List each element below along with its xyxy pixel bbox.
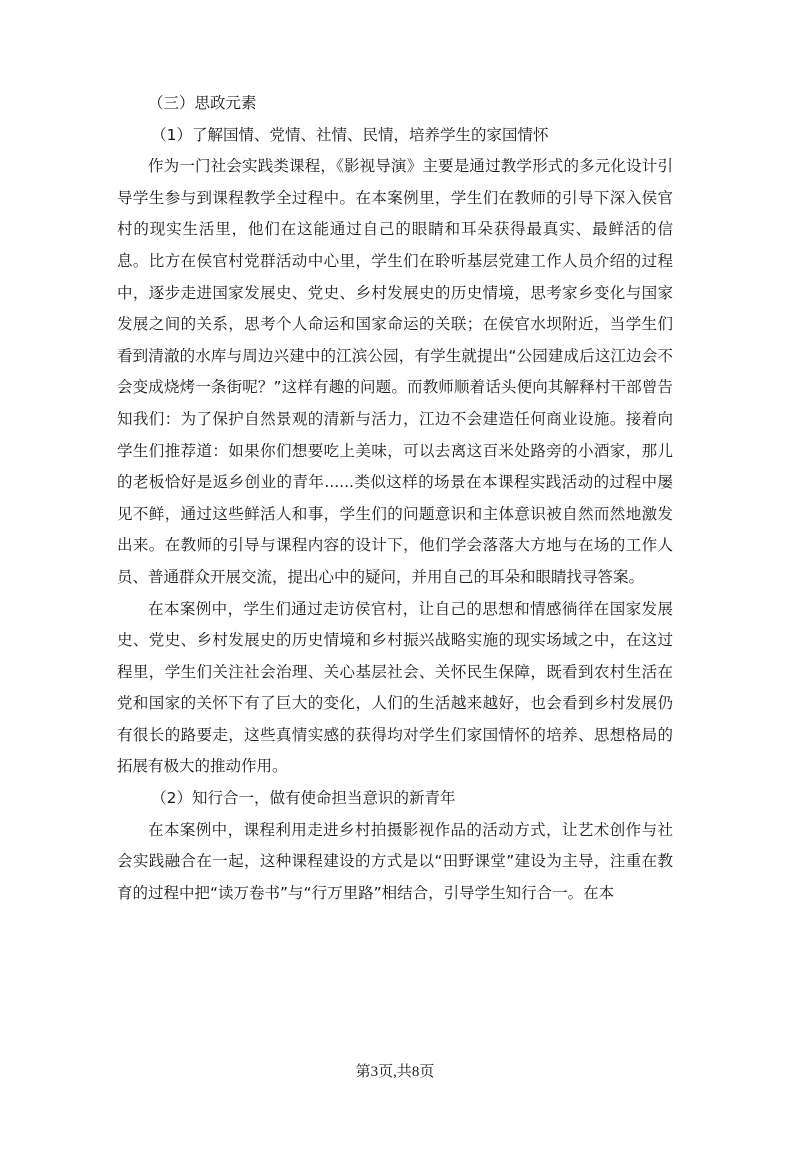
section-title: （三）思政元素 [148, 94, 257, 112]
paragraph-1: 作为一门社会实践类课程，《影视导演》主要是通过教学形式的多元化设计引导学生参与到课程教学全过程中。在本案例里，学生们在教师的引导下深入侯官村的现实生活里，他们在这能通过自己的眼睛和耳朵获得最真实、最鲜活的信息。比方在侯官村党群活动中心里，学生们在聆听基层党建工作人员介绍的过程中，逐步走进国家发展史、党史、乡村发展史的历史情境，思考家乡变化与国家发展之间的关系，思考个人命运和国家命运的关联；在侯官水坝附近，当学生们看到清澈的水库与周边兴建中的江滨公园，有学生就提出“公园建成后这江边会不会变成烧烤一条街呢？”这样有趣的问题。而教师顺着话头便向其解释村干部曾告知我们：为了保护自然景观的清新与活力，江边不会建造任何商业设施。接着向学生们推荐道：如果你们想要吃上美味，可以去离这百米处路旁的小酒家，那儿的老板恰好是返乡创业的青年......类似这样的场景在本课程实践活动的过程中屡见不鲜，通过这些鲜活人和事，学生们的问题意识和主体意识被自然而然地激发出来。在教师的引导与课程内容的设计下，他们学会落落大方地与在场的工作人员、普通群众开展交流，提出心中的疑问，并用自己的耳朵和眼睛找寻答案。 [117, 157, 673, 586]
item2-title: （2）知行合一，做有使命担当意识的新青年 [151, 789, 456, 808]
paragraph-3: 在本案例中，课程利用走进乡村拍摄影视作品的活动方式，让艺术创作与社会实践融合在一起，这种课程建设的方式是以“田野课堂”建设为主导，注重在教育的过程中把“读万卷书”与“行万里路”相结合，引导学生知行合一。在本 [117, 820, 673, 902]
page-number: 第3页,共8页 [355, 1064, 435, 1080]
document-body [117, 88, 673, 909]
paragraph-2: 在本案例中，学生们通过走访侯官村，让自己的思想和情感徜徉在国家发展史、党史、乡村发展史的历史情境和乡村振兴战略实施的现实场域之中，在这过程里，学生们关注社会治理、关心基层社会、关怀民生保障，既看到农村生活在党和国家的关怀下有了巨大的变化，人们的生活越来越好，也会看到乡村发展仍有很长的路要走，这些真情实感的获得均对学生们家国情怀的培养、思想格局的拓展有极大的推动作用。 [117, 599, 673, 776]
item1-title: （1）了解国情、党情、社情、民情，培养学生的家国情怀 [151, 125, 549, 144]
